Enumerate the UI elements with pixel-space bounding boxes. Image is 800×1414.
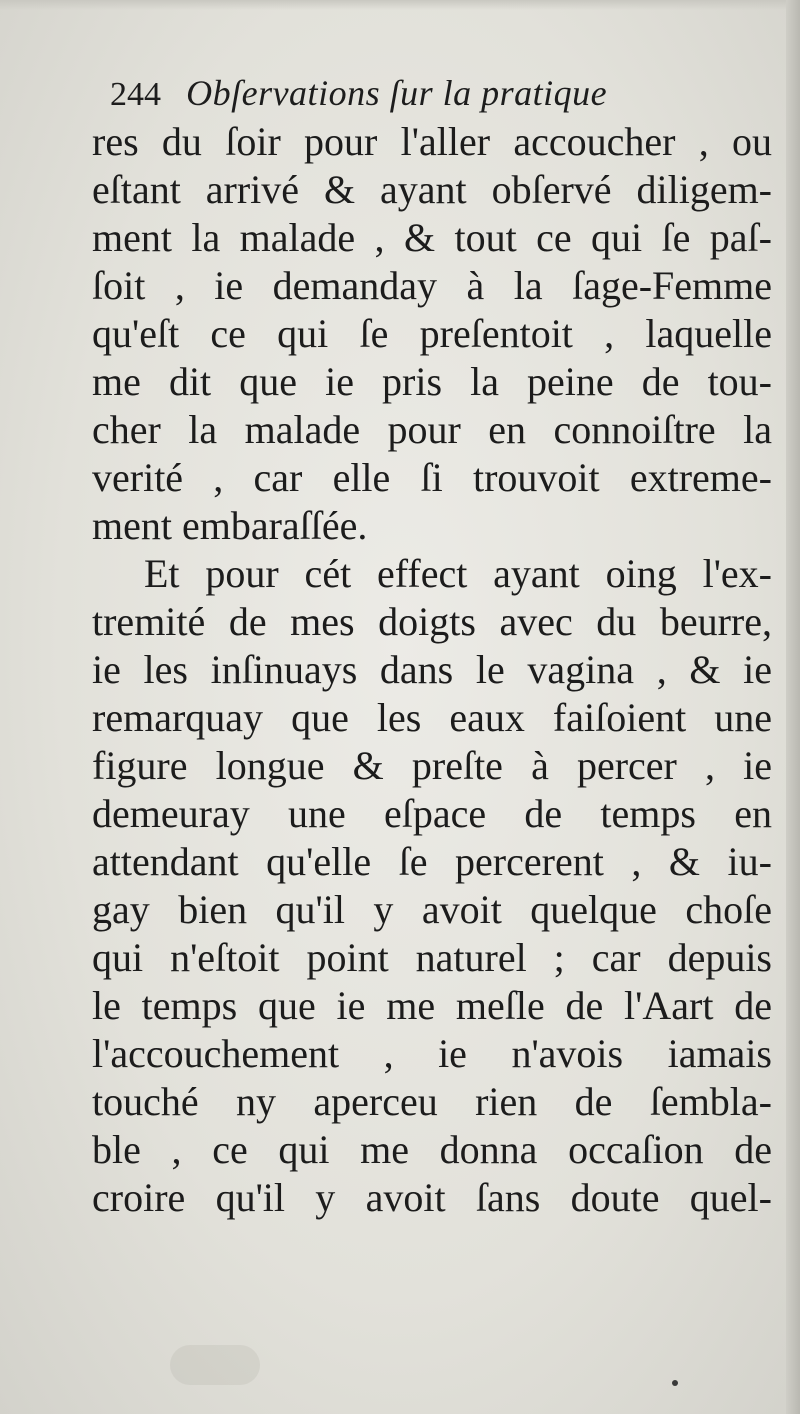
text-line: verité , car elle ſi trouvoit extreme- xyxy=(92,455,772,500)
text-line: res du ſoir pour l'aller accoucher , ou xyxy=(92,119,772,164)
text-line: ie les inſinuays dans le vagina , & ie xyxy=(92,647,772,692)
text-line: croire qu'il y avoit ſans doute quel- xyxy=(92,1175,772,1220)
text-line: ment la malade , & tout ce qui ſe paſ- xyxy=(92,215,772,260)
text-line: remarquay que les eaux faiſoient une xyxy=(92,695,772,740)
text-line: me dit que ie pris la peine de tou- xyxy=(92,359,772,404)
text-line: ſoit , ie demanday à la ſage-Femme xyxy=(92,263,772,308)
page-number: 244 xyxy=(110,76,161,113)
text-line: figure longue & preſte à percer , ie xyxy=(92,743,772,788)
text-line: demeuray une eſpace de temps en xyxy=(92,791,772,836)
paragraph-start-line: Et pour cét effect ayant oing l'ex- xyxy=(144,551,772,596)
text-line: le temps que ie me meſle de l'Aart de xyxy=(92,983,772,1028)
bleed-through-mark xyxy=(170,1345,260,1385)
page-top-shadow xyxy=(0,0,800,10)
text-line: l'accouchement , ie n'avois iamais xyxy=(92,1031,772,1076)
running-title: Obſervations ſur la pratique xyxy=(186,73,608,113)
body-text xyxy=(92,118,772,1222)
page-edge-shadow xyxy=(786,0,800,1414)
text-line: qui n'eſtoit point naturel ; car depuis xyxy=(92,935,772,980)
text-line: cher la malade pour en connoiſtre la xyxy=(92,407,772,452)
page-header xyxy=(110,72,607,122)
text-line: attendant qu'elle ſe percerent , & iu- xyxy=(92,839,772,884)
text-line: ble , ce qui me donna occaſion de xyxy=(92,1127,772,1172)
ink-speck xyxy=(672,1380,678,1386)
text-line: gay bien qu'il y avoit quelque choſe xyxy=(92,887,772,932)
text-line: tremité de mes doigts avec du beurre, xyxy=(92,599,772,644)
text-line: qu'eſt ce qui ſe preſentoit , laquelle xyxy=(92,311,772,356)
text-line: ment embaraſſée. xyxy=(92,503,368,548)
text-line: eſtant arrivé & ayant obſervé diligem- xyxy=(92,167,772,212)
text-line: touché ny aperceu rien de ſembla- xyxy=(92,1079,772,1124)
